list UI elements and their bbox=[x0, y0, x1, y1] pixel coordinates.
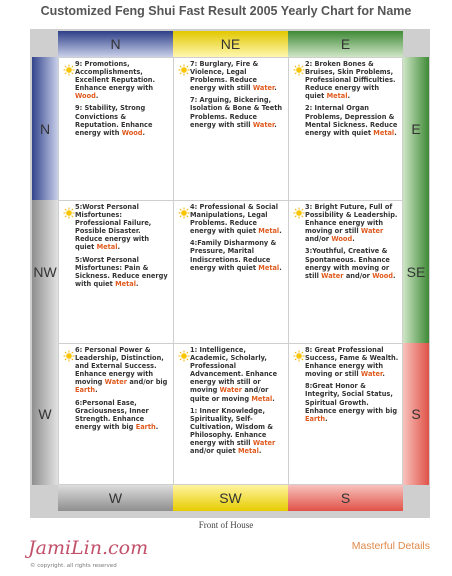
element-highlight: Wood bbox=[331, 235, 353, 244]
entry-text-part: . bbox=[272, 394, 275, 403]
chart-title: Customized Feng Shui Fast Result 2005 Yearly Chart for Name bbox=[40, 4, 412, 18]
entry-text-part: 8:Great Honor & Integrity, Social Status, Spiritual Growth. Enhance energy with big bbox=[305, 382, 398, 415]
band-bottom-sw: SW bbox=[173, 485, 288, 511]
entry-text-part: . bbox=[325, 414, 328, 423]
element-highlight: Water bbox=[252, 84, 275, 93]
moon-icon bbox=[63, 105, 75, 117]
entry-text-part: 4:Family Disharmony & Pressure, Marital Indiscretions. Reduce energy with quiet bbox=[190, 239, 277, 272]
sun-icon bbox=[178, 204, 190, 216]
sun-icon bbox=[293, 61, 305, 73]
cell-entry bbox=[63, 203, 170, 252]
entry-text-part: . bbox=[394, 128, 397, 137]
moon-icon bbox=[178, 97, 190, 109]
cell-entry bbox=[178, 346, 285, 403]
sun-icon bbox=[178, 347, 190, 359]
band-right-s: S bbox=[403, 343, 429, 485]
entry-text-part: . bbox=[117, 243, 121, 252]
entry-text bbox=[305, 247, 399, 279]
entry-text-part: . bbox=[258, 447, 262, 456]
entry-text-part: 6:Personal Ease, Graciousness, Inner Strength. Enhance energy with big bbox=[75, 398, 149, 431]
entry-text-part: . bbox=[347, 92, 351, 101]
entry-text-part: 7: Burglary, Fire & Violence, Legal Problems. Reduce energy with still bbox=[190, 60, 259, 93]
band-left-nw: NW bbox=[32, 200, 58, 343]
moon-icon bbox=[178, 408, 190, 420]
element-highlight: Metal bbox=[373, 128, 395, 137]
sun-icon bbox=[293, 347, 305, 359]
entry-text-part: . bbox=[279, 227, 282, 236]
cell-entry bbox=[63, 399, 170, 431]
element-highlight: Wood bbox=[75, 92, 96, 101]
element-highlight: Metal bbox=[251, 394, 273, 403]
cell-entry bbox=[293, 203, 399, 243]
entry-text bbox=[305, 382, 399, 422]
cell-entry bbox=[63, 256, 170, 288]
element-highlight: Metal bbox=[258, 227, 280, 236]
moon-icon bbox=[293, 105, 305, 117]
band-top-n: N bbox=[58, 31, 173, 57]
band-left-w: W bbox=[32, 343, 58, 485]
element-highlight: Water bbox=[252, 120, 275, 129]
entry-text-part: 4: Professional & Social Manipulations, Legal Problems. Reduce energy with quiet bbox=[190, 203, 279, 236]
element-highlight: Earth bbox=[305, 414, 326, 423]
entry-text-part: 1: Intelligence, Academic, Scholarly, Professional Advancement. Enhance energy with still or moving bbox=[190, 346, 278, 395]
element-highlight: Metal bbox=[237, 447, 259, 456]
entry-text-part: . bbox=[142, 128, 146, 137]
entry-text-part: 3: Bright Future, Full of Possibility & Leadership. Enhance energy with moving or still bbox=[305, 203, 398, 236]
element-highlight: Water bbox=[252, 439, 276, 448]
moon-icon bbox=[178, 240, 190, 252]
element-highlight: Water bbox=[360, 370, 383, 379]
element-highlight: Earth bbox=[135, 422, 156, 431]
sun-icon bbox=[63, 347, 75, 359]
cell-s bbox=[289, 344, 402, 484]
entry-text-part: and/or quiet bbox=[190, 447, 238, 456]
sun-icon bbox=[63, 61, 75, 73]
entry-text-part: and/or big bbox=[127, 378, 168, 387]
entry-text-part: . bbox=[95, 92, 99, 101]
entry-text bbox=[75, 104, 170, 136]
entry-text bbox=[75, 346, 170, 395]
cell-entry bbox=[178, 60, 285, 92]
cell-ne bbox=[174, 58, 288, 200]
cell-entry bbox=[63, 60, 170, 100]
band-left-n: N bbox=[32, 57, 58, 200]
cell-entry bbox=[63, 346, 170, 395]
entry-text-part: . bbox=[274, 120, 277, 129]
cell-e bbox=[289, 58, 402, 200]
sun-icon bbox=[293, 204, 305, 216]
entry-text-part: 3:Youthful, Creative & Spontaneous. Enhance energy with moving or still bbox=[305, 247, 390, 280]
cell-center bbox=[174, 201, 288, 343]
entry-text-part: . bbox=[136, 279, 139, 288]
cell-entry bbox=[293, 60, 399, 100]
entry-text-part: . bbox=[279, 263, 282, 272]
element-highlight: Water bbox=[104, 378, 128, 387]
band-right-se: SE bbox=[403, 200, 429, 343]
entry-text bbox=[305, 203, 399, 243]
entry-text-part: 2: Broken Bones & Bruises, Skin Problems, Professional Difficulties. Reduce energy with quiet bbox=[305, 60, 396, 101]
entry-text bbox=[305, 60, 399, 100]
cell-entry bbox=[293, 346, 399, 378]
entry-text-part: . bbox=[274, 84, 277, 93]
element-highlight: Wood bbox=[121, 128, 143, 137]
entry-text-part: . bbox=[352, 235, 355, 244]
entry-text-part: . bbox=[95, 386, 98, 395]
entry-text-part: 9: Stability, Strong Convictions & Reputation. Enhance energy with bbox=[75, 104, 153, 137]
entry-text bbox=[75, 256, 170, 288]
entry-text bbox=[305, 104, 399, 136]
cell-sw bbox=[174, 344, 288, 484]
entry-text bbox=[190, 60, 285, 92]
entry-text bbox=[190, 407, 285, 456]
element-highlight: Water bbox=[360, 227, 384, 236]
copyright-notice: © copyright. all rights reserved bbox=[30, 563, 117, 569]
element-highlight: Wood bbox=[372, 271, 394, 280]
moon-icon bbox=[293, 248, 305, 260]
entry-text-part: 7: Arguing, Bickering, Isolation & Bone & Teeth Problems. Reduce energy with still bbox=[190, 96, 283, 129]
cell-entry bbox=[293, 382, 399, 422]
entry-text-part: 9: Promotions, Accomplishments, Excellent Reputation. Enhance energy with bbox=[75, 60, 155, 93]
cell-entry bbox=[178, 203, 285, 235]
jamilin-logo: JamiLin.com bbox=[28, 537, 149, 559]
sun-icon bbox=[63, 204, 75, 216]
element-highlight: Metal bbox=[96, 243, 118, 252]
entry-text-part: . bbox=[155, 422, 159, 431]
entry-text-part: 2: Internal Organ Problems, Depression & Mental Sickness. Reduce energy with quiet bbox=[305, 104, 398, 137]
sun-icon bbox=[178, 61, 190, 73]
entry-text bbox=[190, 239, 285, 271]
band-right-e: E bbox=[403, 57, 429, 200]
entry-text bbox=[190, 346, 285, 403]
cell-entry bbox=[293, 247, 399, 279]
entry-text-part: 6: Personal Power & Leadership, Distinction, and External Success. Enhance energy with moving bbox=[75, 346, 164, 387]
cell-w bbox=[59, 344, 173, 484]
cell-entry bbox=[63, 104, 170, 136]
entry-text bbox=[305, 346, 399, 378]
band-top-e: E bbox=[288, 31, 403, 57]
entry-text-part: 1: Inner Knowledge, Spirituality, Self-Cultivation, Wisdom & Philosophy. Enhance energy with still bbox=[190, 406, 274, 448]
entry-text-part: 5:Worst Personal Misfortunes: Pain & Sickness. Reduce energy with quiet bbox=[75, 255, 168, 288]
moon-icon bbox=[63, 257, 75, 269]
entry-text bbox=[190, 96, 285, 128]
entry-text-part: and/or quite or moving bbox=[190, 386, 269, 403]
cell-entry bbox=[178, 407, 285, 456]
cell-entry bbox=[178, 96, 285, 128]
cell-entry bbox=[293, 104, 399, 136]
entry-text-part: and/or bbox=[343, 271, 373, 280]
entry-text bbox=[190, 203, 285, 235]
cell-nw bbox=[59, 201, 173, 343]
entry-text bbox=[75, 399, 170, 431]
cell-n bbox=[59, 58, 173, 200]
entry-text-part: . bbox=[393, 271, 396, 280]
front-of-house-label: Front of House bbox=[198, 520, 254, 530]
element-highlight: Water bbox=[219, 386, 243, 395]
entry-text-part: . bbox=[382, 370, 385, 379]
entry-text-part: and/or bbox=[305, 235, 332, 244]
element-highlight: Earth bbox=[75, 386, 96, 395]
moon-icon bbox=[293, 383, 305, 395]
moon-icon bbox=[63, 400, 75, 412]
masterful-details-tagline: Masterful Details bbox=[351, 540, 430, 552]
band-bottom-w: W bbox=[58, 485, 173, 511]
entry-text bbox=[75, 60, 170, 100]
entry-text-part: 8: Great Professional Success, Fame & Wealth. Enhance energy with moving or still bbox=[305, 346, 399, 379]
entry-text-part: 5:Worst Personal Misfortunes: Professional Failure, Possible Disaster. Reduce energy with quiet bbox=[75, 203, 152, 252]
element-highlight: Metal bbox=[115, 279, 136, 288]
element-highlight: Metal bbox=[258, 263, 280, 272]
band-bottom-s: S bbox=[288, 485, 403, 511]
band-top-ne: NE bbox=[173, 31, 288, 57]
entry-text bbox=[75, 203, 170, 252]
element-highlight: Water bbox=[321, 271, 344, 280]
element-highlight: Metal bbox=[326, 92, 348, 101]
cell-entry bbox=[178, 239, 285, 271]
cell-se bbox=[289, 201, 402, 343]
